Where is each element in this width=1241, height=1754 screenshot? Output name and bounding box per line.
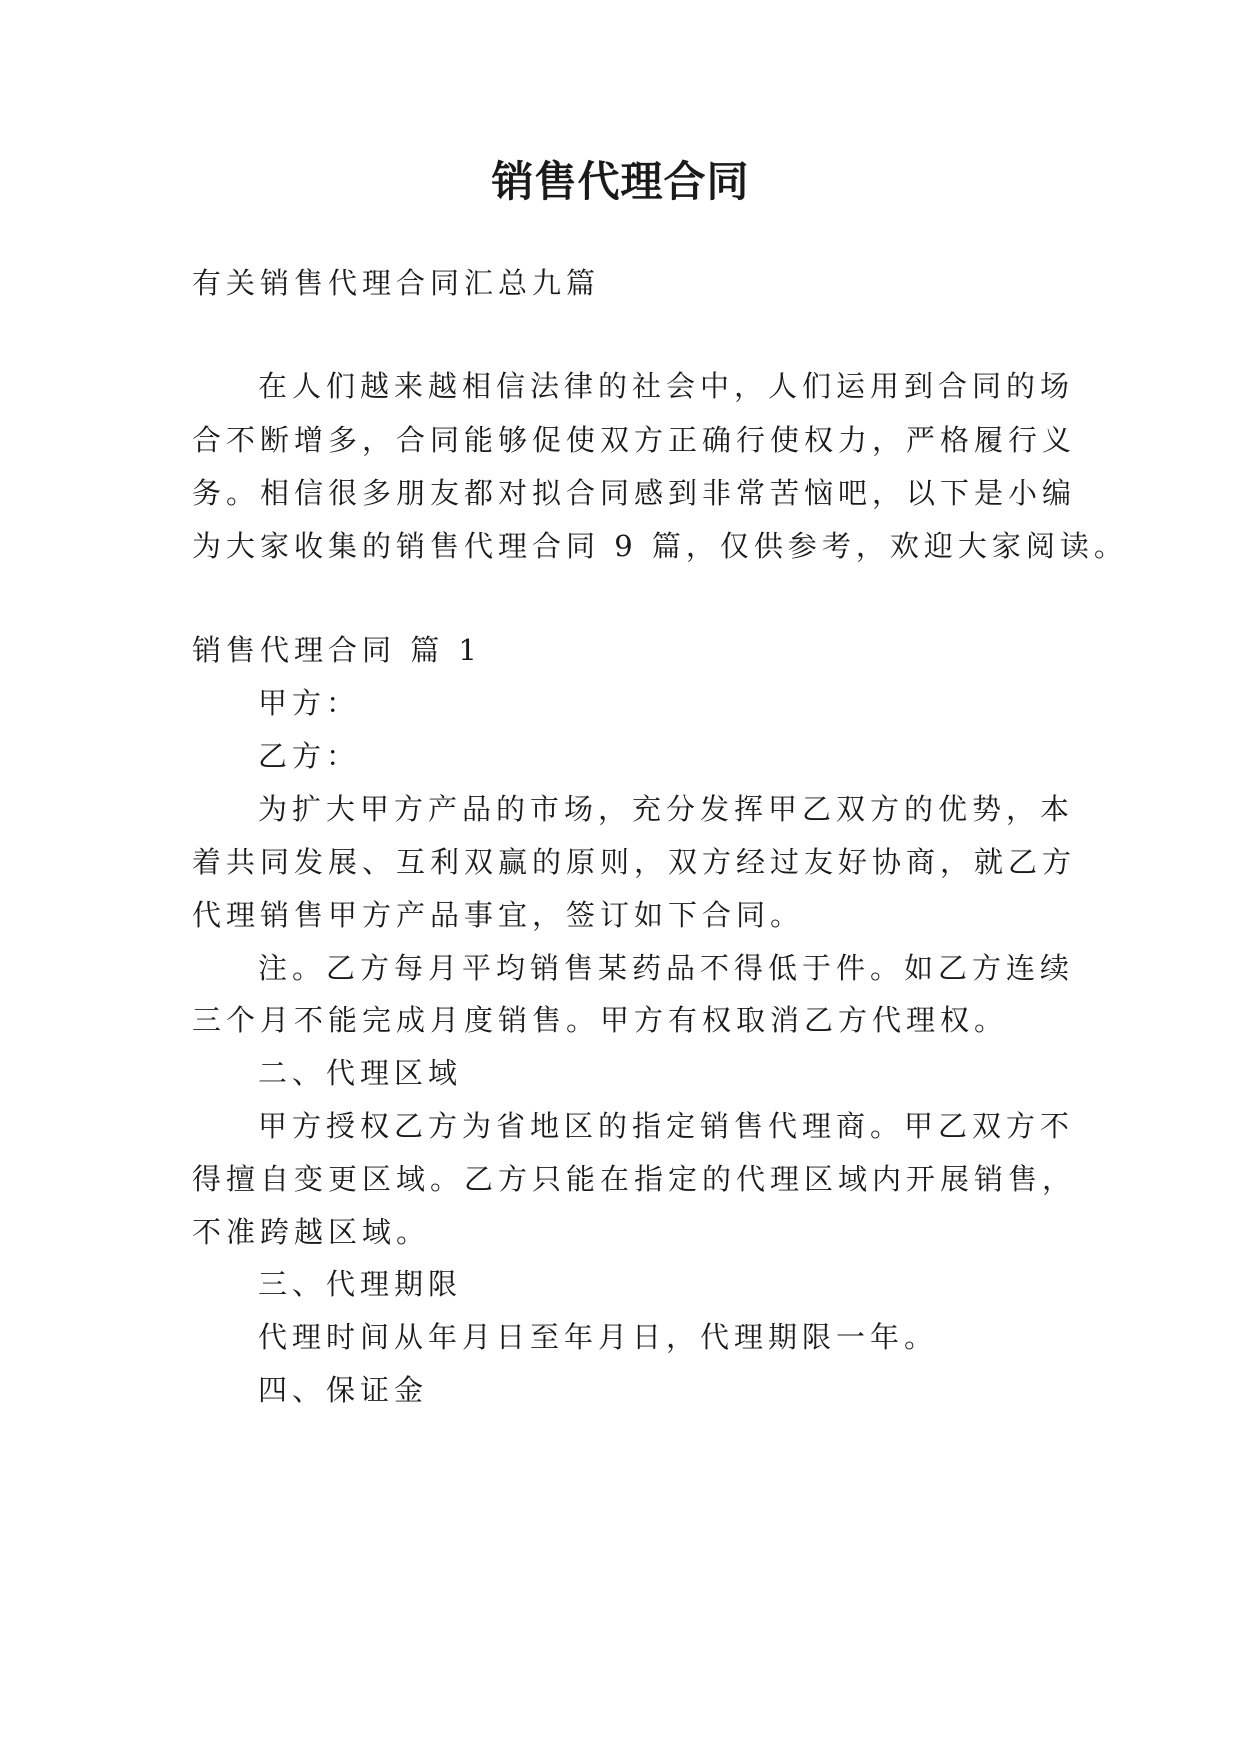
note-line-2: 三个月不能完成月度销售。甲方有权取消乙方代理权。 [192,1003,1009,1037]
section-heading: 销售代理合同 篇 1 [192,633,482,667]
clause-2-heading: 二、代理区域 [258,1056,463,1090]
clause-2-line-1: 甲方授权乙方为省地区的指定销售代理商。甲乙双方不 [258,1109,1075,1143]
clause-4-heading: 四、保证金 [258,1373,429,1407]
clause-3-heading: 三、代理期限 [258,1267,463,1301]
intro-line-2: 合不断增多，合同能够促使双方正确行使权力，严格履行义 [192,423,1077,457]
purpose-line-3: 代理销售甲方产品事宜，签订如下合同。 [192,898,805,932]
clause-3-text: 代理时间从年月日至年月日，代理期限一年。 [258,1320,939,1354]
document-subtitle: 有关销售代理合同汇总九篇 [192,266,601,300]
clause-2-line-2: 得擅自变更区域。乙方只能在指定的代理区域内开展销售， [192,1162,1077,1196]
document-title: 销售代理合同 [491,157,750,206]
purpose-line-1: 为扩大甲方产品的市场，充分发挥甲乙双方的优势，本 [258,792,1075,826]
intro-line-1: 在人们越来越相信法律的社会中，人们运用到合同的场 [258,369,1075,403]
clause-2-line-3: 不准跨越区域。 [192,1215,431,1249]
intro-line-4: 为大家收集的销售代理合同 9 篇，仅供参考，欢迎大家阅读。 [192,529,1128,563]
note-line-1: 注。乙方每月平均销售某药品不得低于件。如乙方连续 [258,951,1075,985]
party-a-label: 甲方： [258,686,361,720]
intro-line-3: 务。相信很多朋友都对拟合同感到非常苦恼吧，以下是小编 [192,476,1077,510]
party-b-label: 乙方： [258,739,361,773]
purpose-line-2: 着共同发展、互利双赢的原则，双方经过友好协商，就乙方 [192,845,1077,879]
